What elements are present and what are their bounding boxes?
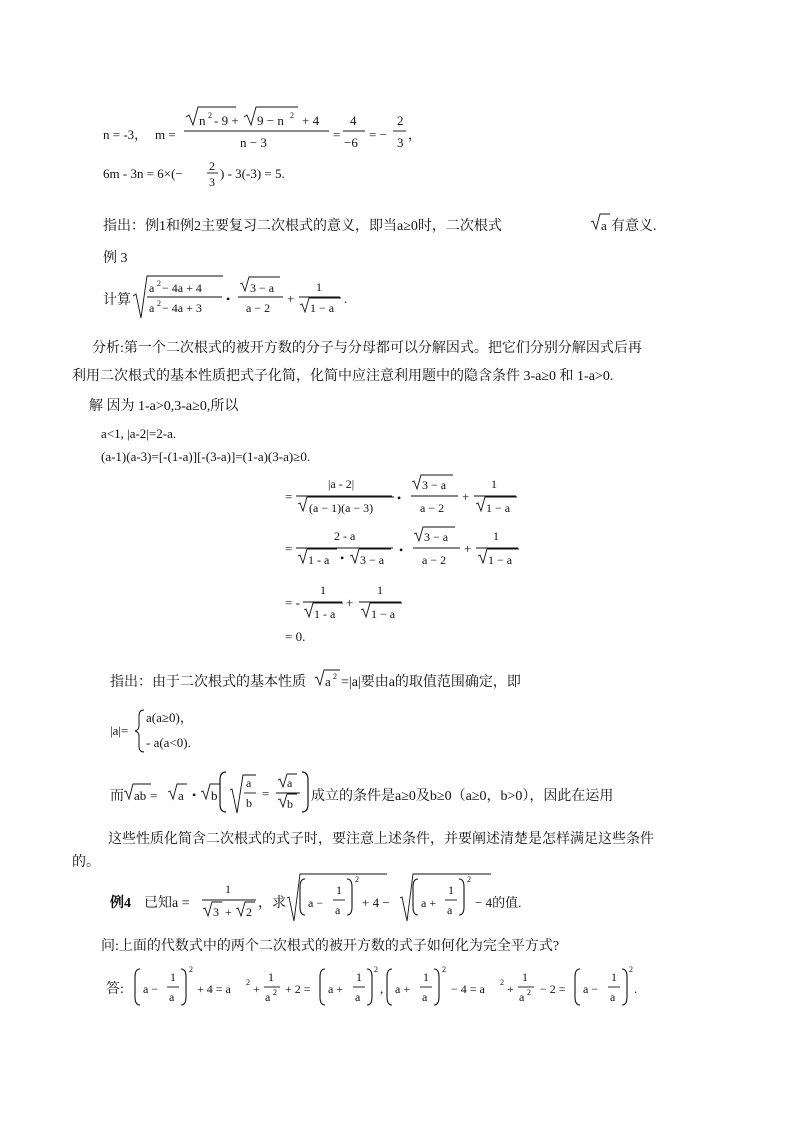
ans-t1b: + (253, 982, 260, 996)
ans-d2e: 2 (273, 988, 277, 997)
ex3-n1e: 2 (157, 279, 161, 288)
s2-dot: • (399, 543, 404, 557)
m-equals: m = (155, 127, 176, 142)
ex4-exp1: 2 (355, 875, 359, 884)
s1-d2: a − 2 (420, 501, 445, 515)
ans-a6: a − (583, 982, 599, 996)
ans-t1e: 2 (246, 978, 250, 987)
ans-comma: , (380, 981, 384, 996)
s2-d1dot: • (340, 551, 345, 565)
m-frac2-num: 4 (350, 113, 357, 128)
s3-d2: 1 − a (371, 607, 396, 621)
ex3-dot: • (226, 292, 231, 306)
ans-label: 答: (106, 982, 124, 997)
s1-n3: 1 (491, 477, 497, 491)
ans-o5: 1 (522, 970, 528, 984)
prop-r3: b (211, 788, 218, 803)
prop-fna: a (287, 776, 293, 790)
ans-o1: 1 (170, 970, 176, 984)
ex3-n2: 3 − a (250, 281, 275, 295)
para-line2: 的。 (72, 855, 100, 870)
ex4-a1: a − (308, 896, 324, 910)
ex4-d1: 3 (213, 905, 219, 919)
ex4-d2: 2 (246, 905, 252, 919)
s3-n1: 1 (320, 583, 326, 597)
ans-e6: 2 (629, 965, 633, 974)
ex4-ask: ，求 (258, 896, 286, 911)
prop-eq: = (150, 788, 158, 803)
prop-fnb: b (287, 797, 293, 811)
prop-fa: a (246, 776, 252, 790)
sol-line1: 解 因为 1-a>0,3-a≥0,所以 (89, 399, 239, 414)
note2-case1: a(a≥0)， (146, 710, 193, 725)
ans-e3: 2 (374, 965, 378, 974)
analysis-line1: 分析:第一个二次根式的被开方数的分子与分母都可以分解因式。把它们分别分解因式后再 (92, 341, 642, 356)
s2-d2: a − 2 (422, 553, 447, 567)
ex3-d1: a (149, 301, 155, 315)
s2-n1: 2 - a (334, 529, 356, 543)
ans-d6: a (610, 990, 616, 1004)
ex3-d3: 1 − a (310, 301, 335, 315)
ex4-den2: a (447, 903, 453, 917)
prop-r1: ab (134, 788, 147, 803)
ans-a4: a + (395, 982, 411, 996)
s3-plus: + (346, 595, 354, 610)
s2-n3: 1 (493, 529, 499, 543)
six-m-lhs: 6m - 3n = 6×(− (103, 166, 183, 181)
m-eq1: = (333, 127, 341, 142)
s2-d3: 1 − a (488, 553, 513, 567)
m-num-a-exp: 2 (208, 111, 212, 120)
question-text: 问:上面的代数式中的两个二次根式的被开方数的式子如何化为完全平方式? (101, 939, 560, 954)
s2-eq: = (285, 541, 293, 556)
m-num-d: + 4 (302, 113, 320, 128)
ans-d1: a (169, 990, 175, 1004)
note1-tail: 有意义. (611, 219, 657, 234)
m-den: n − 3 (240, 135, 267, 150)
m-num-b: - 9 + (214, 113, 239, 128)
ex3-d1r: − 4a + 3 (162, 301, 202, 315)
s2-n2: 3 − a (424, 530, 449, 544)
s2-plus: + (464, 541, 472, 556)
note2-pre: 指出：由于二次根式的基本性质 (110, 675, 306, 690)
ans-t1: + 4 = a (197, 982, 231, 996)
ex3-n3: 1 (316, 280, 322, 294)
s3-eq: = - (285, 595, 300, 610)
m-eq2: = − (369, 127, 387, 142)
ex3-n1: a (149, 281, 155, 295)
sol-line3: (a-1)(a-3)=[-(1-a)][-(3-a)]=(1-a)(3-a)≥0. (101, 449, 311, 464)
ans-o3: 1 (356, 970, 362, 984)
note1-text: 指出：例1和例2主要复习二次根式的意义，即当a≥0时，二次根式 (103, 219, 502, 234)
ans-d2: a (265, 990, 271, 1004)
ans-o2: 1 (268, 970, 274, 984)
ex4-one2: 1 (448, 883, 454, 897)
prop-dot: • (192, 788, 197, 802)
m-tail: ， (408, 127, 422, 142)
ans-t4b: + (507, 982, 514, 996)
s1-dot: • (397, 491, 402, 505)
ans-a1: a − (143, 982, 159, 996)
ex3-n1r: − 4a + 4 (162, 281, 202, 295)
note2-post: =|a|要由a的取值范围确定，即 (341, 675, 521, 690)
s1-eq: = (285, 489, 293, 504)
ans-d4: a (422, 990, 428, 1004)
ex4-exp2: 2 (467, 875, 471, 884)
s1-d1: (a − 1)(a − 3) (309, 501, 374, 515)
sol-line2: a<1, |a-2|=2-a. (101, 426, 177, 441)
ans-t4: − 4 = a (451, 982, 485, 996)
ex3-end: . (344, 291, 348, 306)
prop-fb: b (246, 796, 252, 810)
ex4-dplus: + (225, 905, 232, 919)
ans-d5e: 2 (527, 988, 531, 997)
note2-case2: - a(a<0). (146, 735, 191, 750)
m-num-c-exp: 2 (290, 111, 294, 120)
ex4-one1: 1 (336, 883, 342, 897)
ans-d3: a (355, 990, 361, 1004)
m-frac3-den: 3 (397, 135, 404, 150)
note2-rad-exp: 2 (333, 672, 337, 681)
prop-er: 而 (110, 789, 124, 804)
ex4-minus4: − 4的值. (475, 895, 522, 910)
prop-tail: 成立的条件是a≥0及b≥0（a≥0，b>0），因此在运用 (311, 789, 614, 804)
ex3-plus: + (287, 291, 295, 306)
prop-r2: a (178, 788, 184, 803)
ex4-fn: 1 (225, 882, 231, 896)
ans-o4: 1 (423, 970, 429, 984)
ex4-den1: a (335, 903, 341, 917)
note2-abs: |a|= (110, 723, 129, 738)
s2-d1b: 3 − a (360, 553, 385, 567)
s1-n1: |a - 2| (328, 477, 355, 491)
ex4-known: 已知a = (144, 896, 190, 911)
m-num-c: 9 − n (257, 113, 284, 128)
note1-rad: a (601, 218, 607, 233)
m-frac2-den: −6 (344, 135, 358, 150)
note2-rad: a (325, 674, 331, 689)
s1-plus: + (462, 489, 470, 504)
six-m-rest: ) - 3(-3) = 5. (220, 166, 285, 181)
ans-e1: 2 (189, 965, 193, 974)
ans-d5: a (519, 990, 525, 1004)
analysis-line2: 利用二次根式的基本性质把式子化简，化简中应注意利用题中的隐含条件 3-a≥0 和 1-a>0. (72, 369, 614, 384)
s1-d3: 1 − a (486, 501, 511, 515)
ans-end: . (634, 981, 638, 996)
para-line1: 这些性质化简含二次根式的式子时，要注意上述条件，并要阐述清楚是怎样满足这些条件 (108, 832, 654, 847)
ans-o6: 1 (611, 970, 617, 984)
ex3-d1e: 2 (157, 299, 161, 308)
ex3-label: 例 3 (103, 251, 128, 266)
s2-d1a: 1 - a (308, 553, 330, 567)
m-frac3-num: 2 (397, 113, 404, 128)
ans-e4: 2 (442, 965, 446, 974)
ex3-d2: a − 2 (246, 301, 271, 315)
s4: = 0. (285, 629, 306, 644)
six-m-frac-num: 2 (209, 159, 215, 173)
ex4-plus4: + 4 − (362, 895, 390, 910)
s1-n2: 3 − a (422, 478, 447, 492)
s3-d1: 1 - a (314, 607, 336, 621)
prop-eq2: = (262, 786, 270, 801)
ans-t4e: 2 (500, 978, 504, 987)
six-m-frac-den: 3 (209, 175, 215, 189)
ex4-label: 例4 (110, 896, 131, 911)
ans-t5: − 2 = (540, 982, 566, 996)
n-equation: n = -3， (103, 127, 148, 142)
ex3-calc: 计算 (103, 293, 131, 308)
ans-t2: + 2 = (285, 982, 311, 996)
ans-a3: a + (328, 982, 344, 996)
m-num-a: n (199, 113, 206, 128)
ex4-a2: a + (421, 896, 437, 910)
s3-n2: 1 (377, 583, 383, 597)
